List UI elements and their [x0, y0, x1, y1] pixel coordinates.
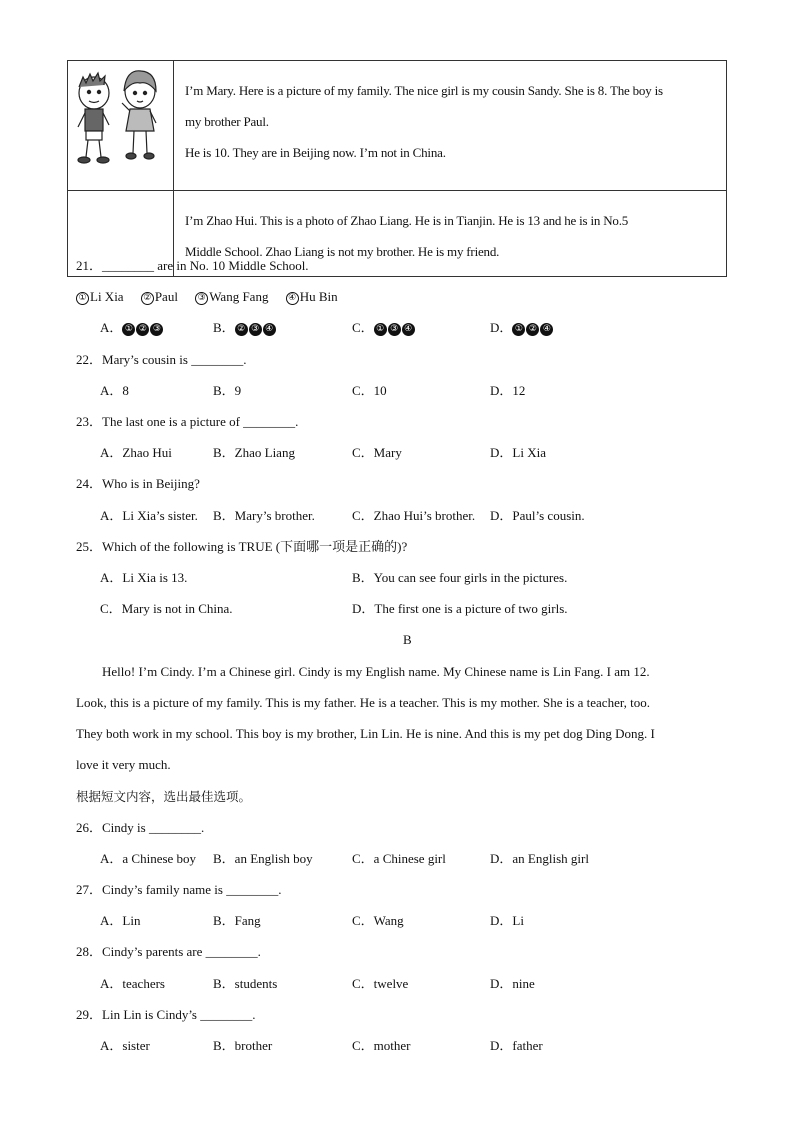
option-25-b[interactable]: [352, 570, 567, 586]
option-letter: A．: [100, 851, 123, 866]
option-text: brother: [234, 1038, 273, 1053]
passage-b-line: They both work in my school. This boy is my brother, Lin Lin. He is nine. And this is my pet dog Ding Dong. I: [76, 726, 655, 741]
option-letter: D．: [490, 320, 513, 335]
option-24-b[interactable]: [213, 508, 315, 524]
question-stem: Cindy is ________.: [102, 820, 205, 835]
option-21-d[interactable]: [490, 320, 554, 336]
passage-line: He is 10. They are in Beijing now. I’m not in China.: [185, 145, 446, 160]
option-23-b[interactable]: [213, 445, 295, 461]
option-23-d[interactable]: [490, 445, 546, 461]
question-number: 29．: [76, 1007, 103, 1022]
option-text: students: [234, 976, 278, 991]
question-24: [76, 476, 200, 492]
name-list: [76, 289, 338, 305]
option-27-a[interactable]: [100, 913, 140, 929]
option-letter: A．: [100, 913, 123, 928]
option-letter: B．: [213, 1038, 235, 1053]
option-letter: B．: [213, 320, 235, 335]
option-letter: A．: [100, 508, 123, 523]
option-text: Paul’s cousin.: [512, 508, 585, 523]
option-22-b[interactable]: [213, 383, 241, 399]
option-letter: B．: [213, 851, 235, 866]
option-text: Li Xia’s sister.: [122, 508, 198, 523]
option-26-c[interactable]: [352, 851, 446, 867]
circled-mark: ④: [540, 323, 553, 336]
question-stem: Mary’s cousin is ________.: [102, 352, 247, 367]
question-number: 24．: [76, 476, 103, 491]
option-letter: C．: [352, 320, 374, 335]
option-text: You can see four girls in the pictures.: [373, 570, 568, 585]
option-letter: B．: [213, 383, 235, 398]
circled-1: ①: [76, 292, 89, 305]
name-item: Hu Bin: [299, 289, 338, 304]
option-25-d[interactable]: [352, 601, 568, 617]
option-23-c[interactable]: [352, 445, 402, 461]
circled-mark: ④: [263, 323, 276, 336]
option-text: Fang: [234, 913, 261, 928]
option-letter: A．: [100, 320, 123, 335]
option-29-c[interactable]: [352, 1038, 411, 1054]
option-letter: D．: [490, 383, 513, 398]
question-stem: Lin Lin is Cindy’s ________.: [102, 1007, 256, 1022]
option-text: father: [512, 1038, 543, 1053]
option-letter: C．: [352, 508, 374, 523]
circled-3: ③: [195, 292, 208, 305]
option-24-c[interactable]: [352, 508, 475, 524]
option-text: a Chinese girl: [373, 851, 446, 866]
option-letter: C．: [352, 913, 374, 928]
circled-mark: ②: [136, 323, 149, 336]
name-item: Wang Fang: [209, 289, 269, 304]
option-29-d[interactable]: [490, 1038, 543, 1054]
circled-mark: ③: [150, 323, 163, 336]
option-letter: D．: [352, 601, 375, 616]
option-letter: B．: [352, 570, 374, 585]
option-text: teachers: [122, 976, 165, 991]
question-number: 21．: [76, 258, 103, 273]
question-stem: Cindy’s family name is ________.: [102, 882, 282, 897]
option-26-b[interactable]: [213, 851, 313, 867]
passage-b-line: love it very much.: [76, 757, 171, 772]
option-29-a[interactable]: [100, 1038, 150, 1054]
option-text: 10: [373, 383, 387, 398]
option-letter: C．: [352, 976, 374, 991]
circled-mark: ②: [235, 323, 248, 336]
option-22-a[interactable]: [100, 383, 129, 399]
option-text: Mary: [373, 445, 402, 460]
option-text: The first one is a picture of two girls.: [374, 601, 568, 616]
option-text: Li Xia: [512, 445, 546, 460]
option-29-b[interactable]: [213, 1038, 272, 1054]
name-item: Li Xia: [90, 289, 124, 304]
passage-line: Middle School. Zhao Liang is not my brother. He is my friend.: [185, 244, 500, 259]
kids-illustration-cell: [68, 61, 174, 191]
passage-table: [67, 60, 727, 277]
option-letter: A．: [100, 976, 123, 991]
circled-mark: ④: [402, 323, 415, 336]
passage-line: I’m Zhao Hui. This is a photo of Zhao Liang. He is in Tianjin. He is 13 and he is in No.5: [185, 213, 629, 228]
circled-mark: ①: [122, 323, 135, 336]
option-text: 12: [512, 383, 526, 398]
option-letter: A．: [100, 570, 123, 585]
option-22-c[interactable]: [352, 383, 387, 399]
option-text: 9: [234, 383, 242, 398]
question-stem: ________ are in No. 10 Middle School.: [102, 258, 309, 273]
option-27-b[interactable]: [213, 913, 261, 929]
option-text: an English boy: [234, 851, 313, 866]
circled-mark: ②: [526, 323, 539, 336]
question-number: 22．: [76, 352, 103, 367]
option-text: Zhao Hui: [122, 445, 172, 460]
mary-passage-cell: [174, 61, 727, 191]
boy-and-girl-illustration: [68, 61, 173, 176]
option-text: Zhao Hui’s brother.: [373, 508, 476, 523]
question-number: 26．: [76, 820, 103, 835]
circled-mark: ③: [388, 323, 401, 336]
option-27-c[interactable]: [352, 913, 404, 929]
name-item: Paul: [154, 289, 178, 304]
option-text: nine: [512, 976, 535, 991]
instruction: 根据短文内容，选出最佳选项。: [76, 789, 252, 804]
option-letter: D．: [490, 851, 513, 866]
option-text: Mary’s brother.: [234, 508, 315, 523]
option-letter: C．: [352, 1038, 374, 1053]
question-number: 23．: [76, 414, 103, 429]
question-26: [76, 820, 204, 836]
option-letter: D．: [490, 445, 513, 460]
option-25-c[interactable]: [100, 601, 233, 617]
option-23-a[interactable]: [100, 445, 172, 461]
option-letter: D．: [490, 508, 513, 523]
circled-mark: ③: [249, 323, 262, 336]
option-letter: B．: [213, 445, 235, 460]
option-28-d[interactable]: [490, 976, 535, 992]
question-number: 28．: [76, 944, 103, 959]
question-stem: Who is in Beijing?: [102, 476, 200, 491]
option-21-a[interactable]: [100, 320, 164, 336]
question-21: [76, 258, 309, 274]
question-stem: The last one is a picture of ________.: [102, 414, 299, 429]
option-letter: C．: [352, 383, 374, 398]
option-24-d[interactable]: [490, 508, 585, 524]
question-25: [76, 539, 407, 555]
question-number: 25．: [76, 539, 103, 554]
option-text: sister: [122, 1038, 150, 1053]
option-letter: D．: [490, 976, 513, 991]
option-26-a[interactable]: [100, 851, 196, 867]
passage-b-line: Hello! I’m Cindy. I’m a Chinese girl. Cindy is my English name. My Chinese name is Lin Fang. I am 12.: [102, 664, 650, 679]
option-letter: A．: [100, 445, 123, 460]
option-text: Mary is not in China.: [121, 601, 233, 616]
option-21-c[interactable]: [352, 320, 416, 336]
passage-line: my brother Paul.: [185, 114, 269, 129]
option-text: Zhao Liang: [234, 445, 295, 460]
option-26-d[interactable]: [490, 851, 589, 867]
circled-4: ④: [286, 292, 299, 305]
question-29: [76, 1007, 256, 1023]
option-text: a Chinese boy: [122, 851, 197, 866]
passage-b-line: Look, this is a picture of my family. This is my father. He is a teacher. This is my mother. She is a teacher, too.: [76, 695, 651, 710]
option-28-b[interactable]: [213, 976, 277, 992]
option-27-d[interactable]: [490, 913, 524, 929]
section-b-heading: B: [403, 632, 412, 647]
option-text: Wang: [373, 913, 404, 928]
option-21-b[interactable]: [213, 320, 277, 336]
option-22-d[interactable]: [490, 383, 525, 399]
option-letter: A．: [100, 383, 123, 398]
question-23: [76, 414, 298, 430]
option-text: mother: [373, 1038, 411, 1053]
option-text: 8: [122, 383, 129, 398]
option-25-a[interactable]: [100, 570, 187, 586]
question-22: [76, 352, 246, 368]
option-28-c[interactable]: [352, 976, 408, 992]
option-28-a[interactable]: [100, 976, 165, 992]
question-27: [76, 882, 281, 898]
circled-mark: ①: [512, 323, 525, 336]
option-letter: D．: [490, 913, 513, 928]
question-number: 27．: [76, 882, 103, 897]
question-28: [76, 944, 261, 960]
option-text: twelve: [373, 976, 409, 991]
option-letter: B．: [213, 913, 235, 928]
option-letter: A．: [100, 1038, 123, 1053]
option-text: Li Xia is 13.: [122, 570, 188, 585]
option-text: Li: [512, 913, 524, 928]
option-text: an English girl: [512, 851, 589, 866]
option-letter: D．: [490, 1038, 513, 1053]
question-stem: Which of the following is TRUE (下面哪一项是正确的)?: [102, 539, 408, 554]
option-24-a[interactable]: [100, 508, 198, 524]
option-letter: C．: [352, 851, 374, 866]
option-letter: B．: [213, 976, 235, 991]
circled-mark: ①: [374, 323, 387, 336]
option-letter: C．: [352, 445, 374, 460]
option-letter: C．: [100, 601, 122, 616]
passage-line: I’m Mary. Here is a picture of my family. The nice girl is my cousin Sandy. She is 8. The boy is: [185, 83, 663, 98]
option-letter: B．: [213, 508, 235, 523]
question-stem: Cindy’s parents are ________.: [102, 944, 261, 959]
option-text: Lin: [122, 913, 141, 928]
circled-2: ②: [141, 292, 154, 305]
